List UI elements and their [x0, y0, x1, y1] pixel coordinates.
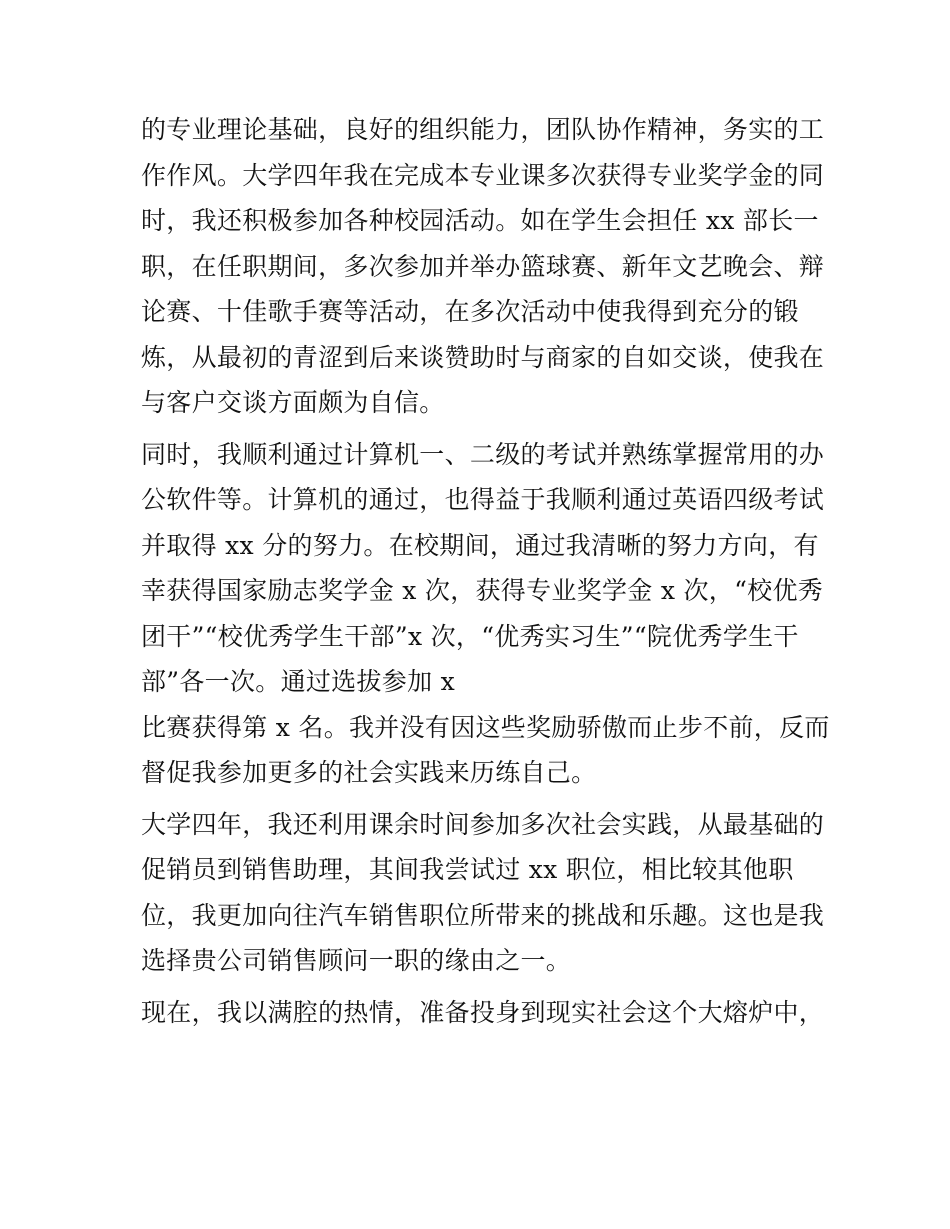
- text-line: 督促我参加更多的社会实践来历练自己。: [141, 758, 597, 787]
- text-line: 选择贵公司销售顾问一职的缘由之一。: [141, 946, 572, 975]
- text-line: 位，我更加向往汽车销售职位所带来的挑战和乐趣。这也是我: [141, 900, 825, 930]
- text-line: 并取得 xx 分的努力。在校期间，通过我清晰的努力方向，有: [141, 530, 819, 560]
- text-line: 促销员到销售助理，其间我尝试过 xx 职位，相比较其他职: [141, 855, 794, 884]
- text-line: 时，我还积极参加各种校园活动。如在学生会担任 xx 部长一: [141, 206, 819, 235]
- text-line: 职，在任职期间，多次参加并举办篮球赛、新年文艺晚会、辩: [141, 251, 825, 281]
- text-line: 现在，我以满腔的热情，准备投身到现实社会这个大熔炉中，: [141, 997, 825, 1027]
- text-line: 与客户交谈方面颇为自信。: [141, 388, 445, 417]
- text-line: 公软件等。计算机的通过，也得益于我顺利通过英语四级考试: [141, 485, 825, 514]
- text-line: 同时，我顺利通过计算机一、二级的考试并熟练掌握常用的办: [141, 439, 825, 469]
- text-line: 大学四年，我还利用课余时间参加多次社会实践，从最基础的: [141, 809, 825, 839]
- text-line: 的专业理论基础，良好的组织能力，团队协作精神，务实的工: [141, 115, 825, 144]
- text-line: 部”各一次。通过选拔参加 x: [141, 667, 456, 696]
- text-line: 作作风。大学四年我在完成本专业课多次获得专业奖学金的同: [141, 160, 825, 190]
- text-line: 炼，从最初的青涩到后来谈赞助时与商家的自如交谈，使我在: [141, 342, 825, 372]
- body-text: [141, 107, 830, 1035]
- text-line: 比赛获得第 x 名。我并没有因这些奖励骄傲而止步不前，反而: [141, 712, 830, 742]
- text-line: 幸获得国家励志奖学金 x 次，获得专业奖学金 x 次，“校优秀: [141, 576, 824, 605]
- text-line: 团干”“校优秀学生干部”x 次，“优秀实习生”“院优秀学生干: [141, 621, 799, 651]
- text-line: 论赛、十佳歌手赛等活动，在多次活动中使我得到充分的锻: [141, 297, 799, 326]
